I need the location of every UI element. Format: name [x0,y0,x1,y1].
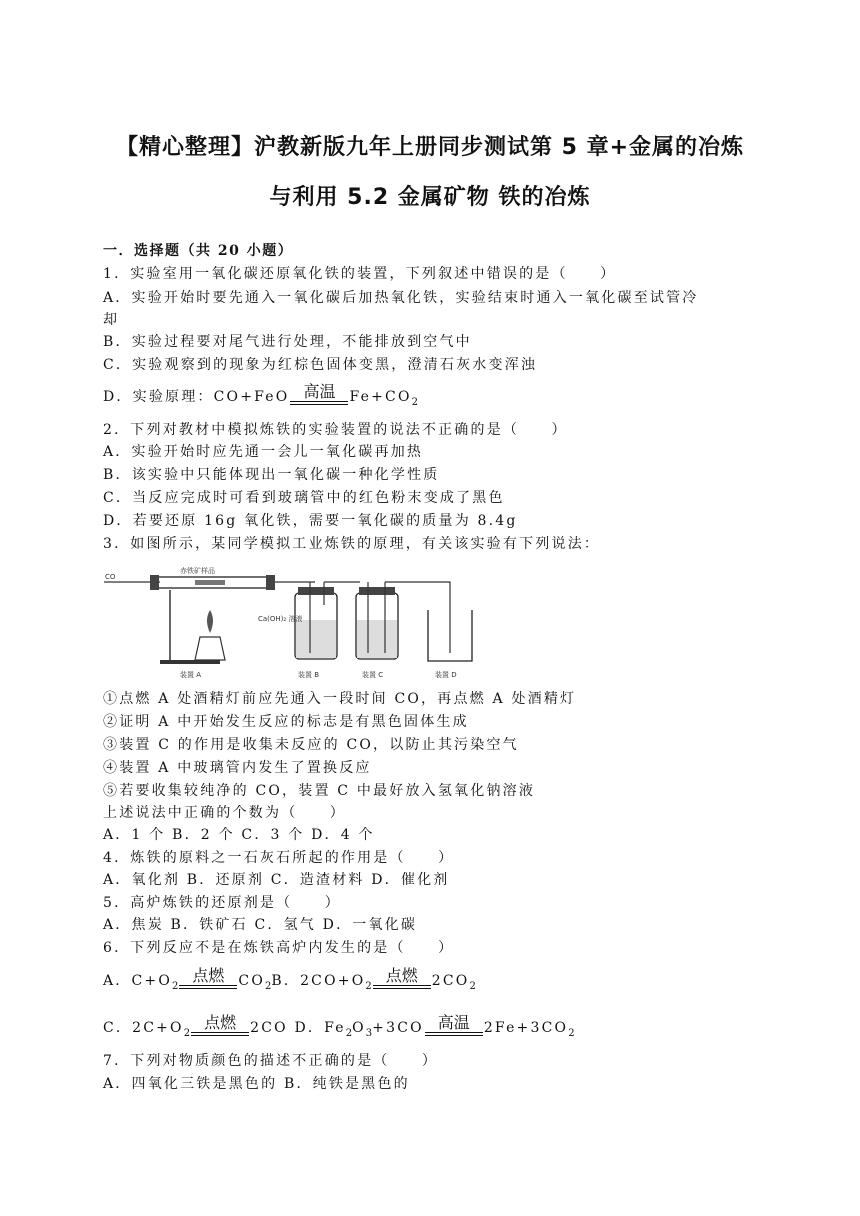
reaction-condition-arrow [424,1012,484,1043]
q6-d-oxygen: O [352,1020,366,1036]
condition-label: 点燃 [204,1012,237,1032]
equals-bar [425,1032,483,1036]
bottle-c-stopper [359,587,395,595]
ore-sample [195,580,225,585]
condition-label: 点燃 [192,965,225,985]
q6-a-reactants: A．C+O [103,973,173,989]
condition-label: 高温 [437,1012,470,1032]
subscript: 2 [568,1027,575,1039]
q6-stem: 6．下列反应不是在炼铁高炉内发生的是（ ） [103,940,455,956]
q2-option-a: A．实验开始时应先通一会儿一氧化碳再加热 [103,444,424,460]
condition-label: 点燃 [385,965,418,985]
equals-bar [290,401,348,405]
equals-bar [191,1032,249,1036]
q6-options-ab [103,965,476,996]
bottle-b-liquid [296,620,336,658]
q6-d-co: +3CO [372,1020,424,1036]
condition-label: 高温 [303,381,336,401]
q3-statement-2: ②证明 A 中开始发生反应的标志是有黑色固体生成 [103,714,469,730]
q6-d-products: 2Fe+3CO [483,1020,569,1036]
q2-option-d: D．若要还原 16g 氧化铁，需要一氧化碳的质量为 8.4g [103,513,518,529]
right-stopper [266,575,275,590]
q3-question: 上述说法中正确的个数为（ ） [103,805,346,821]
subscript: 2 [265,980,272,992]
device-a-label: 装置 A [180,671,202,679]
q1-option-a-line1: A．实验开始时要先通入一氧化碳后加热氧化铁，实验结束时通入一氧化碳至试管冷 [103,290,699,306]
q6-b-reactants: B．2CO+O [271,973,366,989]
q3-statement-1: ①点燃 A 处酒精灯前应先通入一段时间 CO，再点燃 A 处酒精灯 [103,691,577,707]
lab-apparatus-figure [100,565,480,682]
q3-stem: 3．如图所示，某同学模拟工业炼铁的原理，有关该实验有下列说法： [103,536,601,552]
q3-statement-4: ④装置 A 中玻璃管内发生了置换反应 [103,760,372,776]
q6-a-product: CO [238,973,265,989]
q1-option-c: C．实验观察到的现象为红棕色固体变黑，澄清石灰水变浑浊 [103,357,538,373]
device-b-label: 装置 B [298,671,320,679]
flame [207,610,213,633]
solution-label: Ca(OH)₂ 溶液 [258,615,303,623]
subscript: 3 [365,1027,373,1039]
reaction-condition-arrow [289,381,349,412]
subscript: 2 [365,980,372,992]
reaction-condition-arrow [372,965,432,996]
q6-b-product: 2CO [431,973,470,989]
co-inlet-label: CO [105,573,116,581]
q6-c-product-and-d: 2CO D．Fe [250,1020,346,1036]
q5-stem: 5．高炉炼铁的还原剂是（ ） [103,895,341,911]
section-heading: 一．选择题（共 20 小题） [103,243,294,259]
sample-label: 赤铁矿样品 [180,567,215,575]
q1-d-reactants: D．实验原理：CO+FeO [103,389,290,405]
q1-d-products: Fe+CO [349,389,412,405]
q5-options: A．焦炭 B．铁矿石 C．氢气 D．一氧化碳 [103,917,418,933]
reaction-condition-arrow [178,965,238,996]
left-stopper [150,575,159,590]
q3-options: A．1 个 B．2 个 C．3 个 D．4 个 [103,827,375,843]
q7-options: A．四氧化三铁是黑色的 B．纯铁是黑色的 [103,1076,410,1092]
subscript: 2 [469,980,476,992]
q2-stem: 2．下列对教材中模拟炼铁的实验装置的说法不正确的是（ ） [103,422,568,438]
q3-statement-3: ③装置 C 的作用是收集未反应的 CO，以防止其污染空气 [103,737,519,753]
q1-option-b: B．实验过程要对尾气进行处理，不能排放到空气中 [103,334,472,350]
bottle-c-liquid [357,620,397,658]
q2-option-b: B．该实验中只能体现出一氧化碳一种化学性质 [103,467,440,483]
device-d-label: 装置 D [435,671,457,679]
q4-stem: 4．炼铁的原料之一石灰石所起的作用是（ ） [103,850,455,866]
q2-option-c: C．当反应完成时可看到玻璃管中的红色粉末变成了黑色 [103,490,505,506]
q1-option-a-line2: 却 [103,312,120,328]
equals-bar [373,985,431,989]
alcohol-lamp [195,637,225,660]
document-title-line-2: 与利用 5.2 金属矿物 铁的冶炼 [269,185,591,210]
subscript: 2 [172,980,179,992]
q7-stem: 7．下列对物质颜色的描述不正确的是（ ） [103,1053,439,1069]
q6-options-cd [103,1012,575,1043]
subscript: 2 [411,396,418,408]
reaction-condition-arrow [190,1012,250,1043]
q4-options: A．氧化剂 B．还原剂 C．造渣材料 D．催化剂 [103,872,450,888]
q3-statement-5: ⑤若要收集较纯净的 CO，装置 C 中最好放入氢氧化钠溶液 [103,783,536,799]
document-title-line-1: 【精心整理】沪教新版九年上册同步测试第 5 章+金属的冶炼 [115,135,745,160]
q1-stem: 1．实验室用一氧化碳还原氧化铁的装置，下列叙述中错误的是（ ） [103,266,617,282]
bottle-b-stopper [298,587,334,595]
q1-option-d [103,381,418,412]
equals-bar [179,985,237,989]
q6-c-reactants: C．2C+O [103,1020,184,1036]
device-c-label: 装置 C [362,671,384,679]
subscript: 2 [183,1027,191,1039]
subscript: 2 [345,1027,353,1039]
